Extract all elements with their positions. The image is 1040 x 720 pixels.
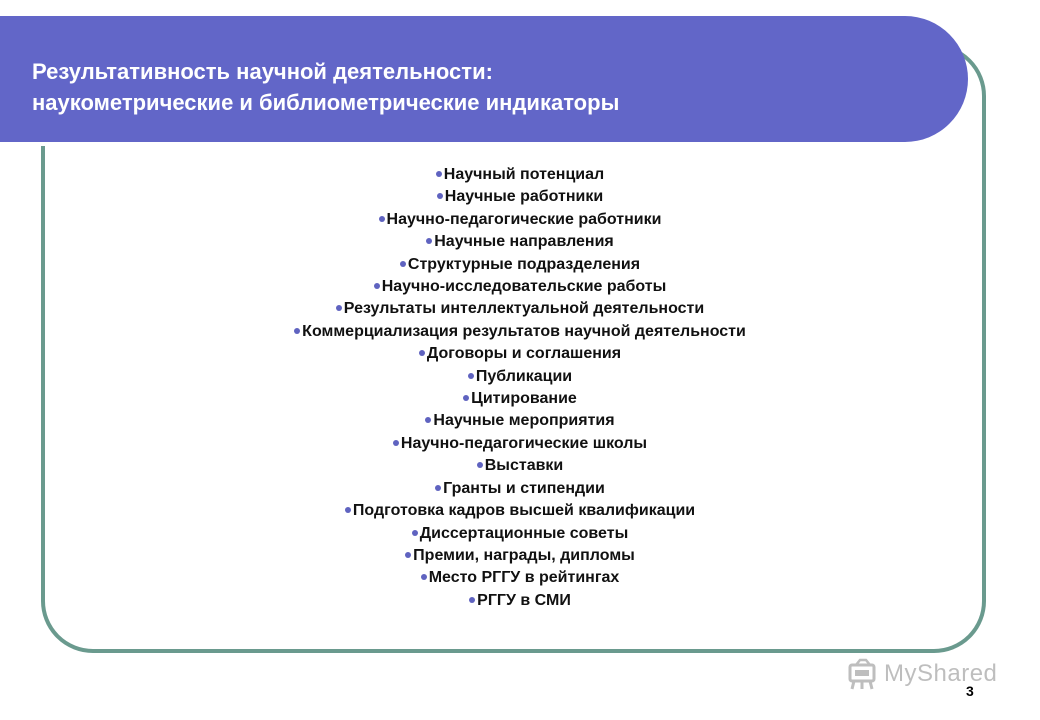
bullet-icon — [405, 552, 411, 558]
list-item-label: Премии, награды, дипломы — [413, 546, 635, 564]
bullet-icon — [426, 238, 432, 244]
list-item — [200, 388, 840, 410]
bullet-icon — [477, 462, 483, 468]
bullet-icon — [468, 373, 474, 379]
list-item-label: Научные мероприятия — [433, 412, 615, 430]
list-item-label: Научно-педагогические школы — [400, 434, 648, 452]
bullet-icon — [374, 283, 380, 289]
list-item — [200, 523, 840, 545]
list-item — [200, 209, 840, 231]
list-item-label: Научно-педагогические работники — [386, 210, 662, 228]
bullet-icon — [463, 395, 469, 401]
bullet-icon — [336, 305, 342, 311]
slide-title-line-1: Результативность научной деятельности: — [32, 59, 493, 84]
list-item — [200, 410, 840, 432]
myshared-logo-icon — [846, 657, 880, 691]
list-item-label: Результаты интеллектуальной деятельности — [343, 300, 705, 318]
list-item — [200, 478, 840, 500]
bullet-icon — [412, 530, 418, 536]
bullet-icon — [294, 328, 300, 334]
page-number: 3 — [966, 683, 974, 699]
list-item-label: Коммерциализация результатов научной деятельности — [302, 322, 746, 340]
list-item-label: Научные направления — [434, 233, 614, 251]
bullet-icon — [421, 574, 427, 580]
list-item — [200, 545, 840, 567]
list-item — [200, 343, 840, 365]
indicator-list — [200, 164, 840, 612]
bullet-icon — [345, 507, 351, 513]
list-item — [200, 298, 840, 320]
bullet-icon — [393, 440, 399, 446]
list-item-label: Выставки — [484, 457, 564, 475]
bullet-icon — [379, 216, 385, 222]
slide-title-line-2: наукометрические и библиометрические индикаторы — [32, 90, 620, 115]
list-item-label: Научные работники — [444, 188, 604, 206]
list-item — [200, 186, 840, 208]
list-item-label: Гранты и стипендии — [443, 479, 605, 497]
list-item — [200, 366, 840, 388]
list-item-label: Место РГГУ в рейтингах — [428, 569, 620, 587]
list-item — [200, 231, 840, 253]
list-item — [200, 433, 840, 455]
list-item-label: Структурные подразделения — [407, 255, 641, 273]
list-item — [200, 567, 840, 589]
bullet-icon — [400, 261, 406, 267]
list-item-label: Договоры и соглашения — [426, 345, 622, 363]
list-item — [200, 321, 840, 343]
list-item — [200, 164, 840, 186]
list-item-label: Научно-исследовательские работы — [381, 278, 667, 296]
slide-title — [32, 56, 619, 118]
bullet-icon — [425, 417, 431, 423]
watermark — [846, 656, 997, 692]
list-item-label: Публикации — [475, 367, 573, 385]
bullet-icon — [435, 485, 441, 491]
bullet-icon — [469, 597, 475, 603]
list-item-label: Диссертационные советы — [419, 524, 629, 542]
watermark-text: MyShared — [884, 660, 998, 687]
bullet-icon — [419, 350, 425, 356]
list-item-label: Подготовка кадров высшей квалификации — [352, 502, 696, 520]
list-item — [200, 455, 840, 477]
list-item-label: Научный потенциал — [443, 166, 605, 183]
list-item — [200, 254, 840, 276]
bullet-icon — [437, 193, 443, 199]
list-item-label: РГГУ в СМИ — [477, 591, 571, 609]
list-item — [200, 590, 840, 612]
list-item-label: Цитирование — [471, 390, 577, 408]
title-underline — [0, 142, 920, 146]
bullet-icon — [436, 171, 442, 177]
list-item — [200, 276, 840, 298]
list-item — [200, 500, 840, 522]
title-banner — [0, 16, 968, 142]
